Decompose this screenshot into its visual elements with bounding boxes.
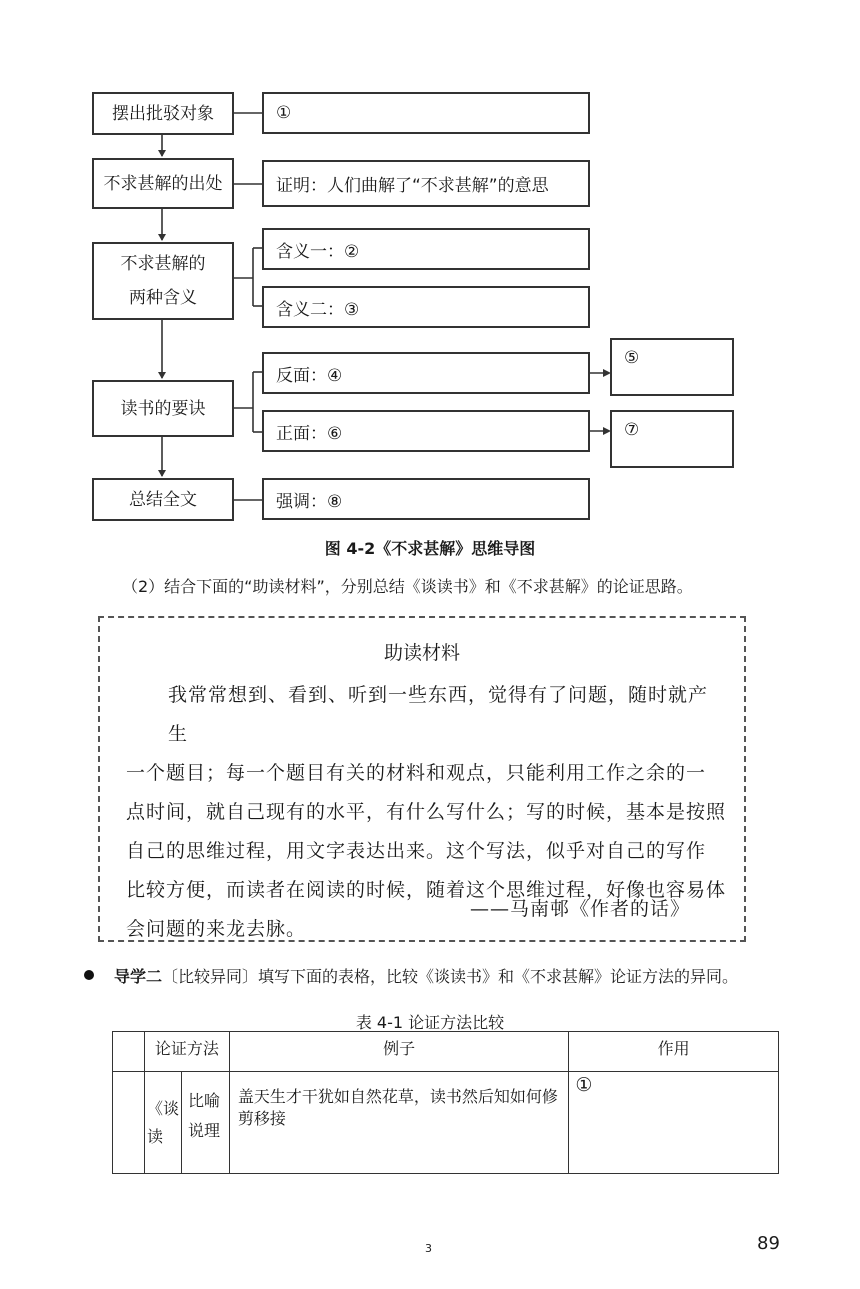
mindmap-branch-3b [262, 286, 590, 328]
table-cell-example: 盖天生才干犹如自然花草，读书然后知如何修剪移接 [229, 1072, 568, 1174]
branch-text: 正面：⑥ [276, 423, 343, 444]
reading-title: 助读材料 [383, 642, 460, 664]
mindmap-node-label: 不求甚解的出处 [103, 173, 223, 194]
mindmap-node-3 [92, 242, 234, 320]
reading-line: 一个题目；每一个题目有关的材料和观点，只能利用工作之余的一 [126, 762, 707, 784]
mindmap-branch-2 [262, 160, 590, 207]
mindmap-node-label: 不求甚解的 两种含义 [120, 254, 206, 308]
mindmap-node-label: 读书的要诀 [120, 398, 206, 419]
mindmap-node-2 [92, 158, 234, 209]
guide-2-label: 导学二 [114, 967, 163, 986]
branch-text: ① [276, 103, 292, 123]
mindmap-branch-3a [262, 228, 590, 270]
table-cell-book: 《谈读 [144, 1072, 181, 1174]
mindmap-branch-4b [262, 410, 590, 452]
branch-text: 含义一：② [276, 241, 360, 262]
bullet-icon [84, 970, 94, 980]
reading-line: 比较方便，而读者在阅读的时候，随着这个思维过程，好像也容易体 [126, 879, 727, 901]
reading-line: 自己的思维过程，用文字表达出来。这个写法，似乎对自己的写作 [126, 840, 707, 862]
table-cell-empty [113, 1072, 145, 1174]
mindmap-branch-5 [262, 478, 590, 520]
mindmap-node-label: 总结全文 [129, 489, 197, 510]
figure-caption: 图 4-2《不求甚解》思维导图 [324, 539, 536, 558]
table-header-example: 例子 [229, 1032, 568, 1072]
mindmap-branch-4a [262, 352, 590, 394]
branch-text: 强调：⑧ [276, 491, 343, 512]
footer-center-number: 3 [425, 1242, 432, 1255]
table-cell-method: 比喻说理 [181, 1072, 229, 1174]
mindmap-node-5 [92, 478, 234, 521]
mindmap-node-1 [92, 92, 234, 135]
reading-line: 我常常想到、看到、听到一些东西，觉得有了问题，随时就产生 [168, 684, 709, 745]
comparison-table [112, 1031, 779, 1174]
reading-source: ——马南邨《作者的话》 [469, 898, 690, 920]
table-header-row [113, 1032, 779, 1072]
table-header-method: 论证方法 [144, 1032, 229, 1072]
mindmap-result-4b [610, 410, 734, 468]
branch-text: 证明：人们曲解了“不求甚解”的意思 [276, 176, 549, 196]
branch-text: 含义二：③ [276, 299, 360, 320]
page-number: 89 [757, 1233, 780, 1254]
branch-text: ⑦ [624, 420, 640, 440]
table-header-effect: 作用 [569, 1032, 779, 1072]
branch-text: 反面：④ [276, 365, 343, 386]
reading-material-box [98, 616, 746, 942]
reading-line: 会问题的来龙去脉。 [126, 918, 307, 940]
mindmap-node-label: 摆出批驳对象 [112, 103, 214, 124]
table-cell-empty [113, 1032, 145, 1072]
table-row [113, 1072, 779, 1174]
mindmap-result-4a [610, 338, 734, 396]
branch-text: ⑤ [624, 348, 640, 368]
mindmap-branch-1 [262, 92, 590, 134]
guide-2-text: 〔比较异同〕填写下面的表格，比较《谈读书》和《不求甚解》论证方法的异同。 [162, 967, 739, 986]
guide-2 [114, 964, 738, 987]
reading-line: 点时间，就自己现有的水平，有什么写什么；写的时候，基本是按照 [126, 801, 727, 823]
mindmap-node-4 [92, 380, 234, 437]
table-cell-effect: ① [569, 1072, 779, 1174]
table-caption: 表 4-1 论证方法比较 [355, 1013, 505, 1032]
question-2: （2）结合下面的“助读材料”，分别总结《谈读书》和《不求甚解》的论证思路。 [122, 577, 693, 596]
